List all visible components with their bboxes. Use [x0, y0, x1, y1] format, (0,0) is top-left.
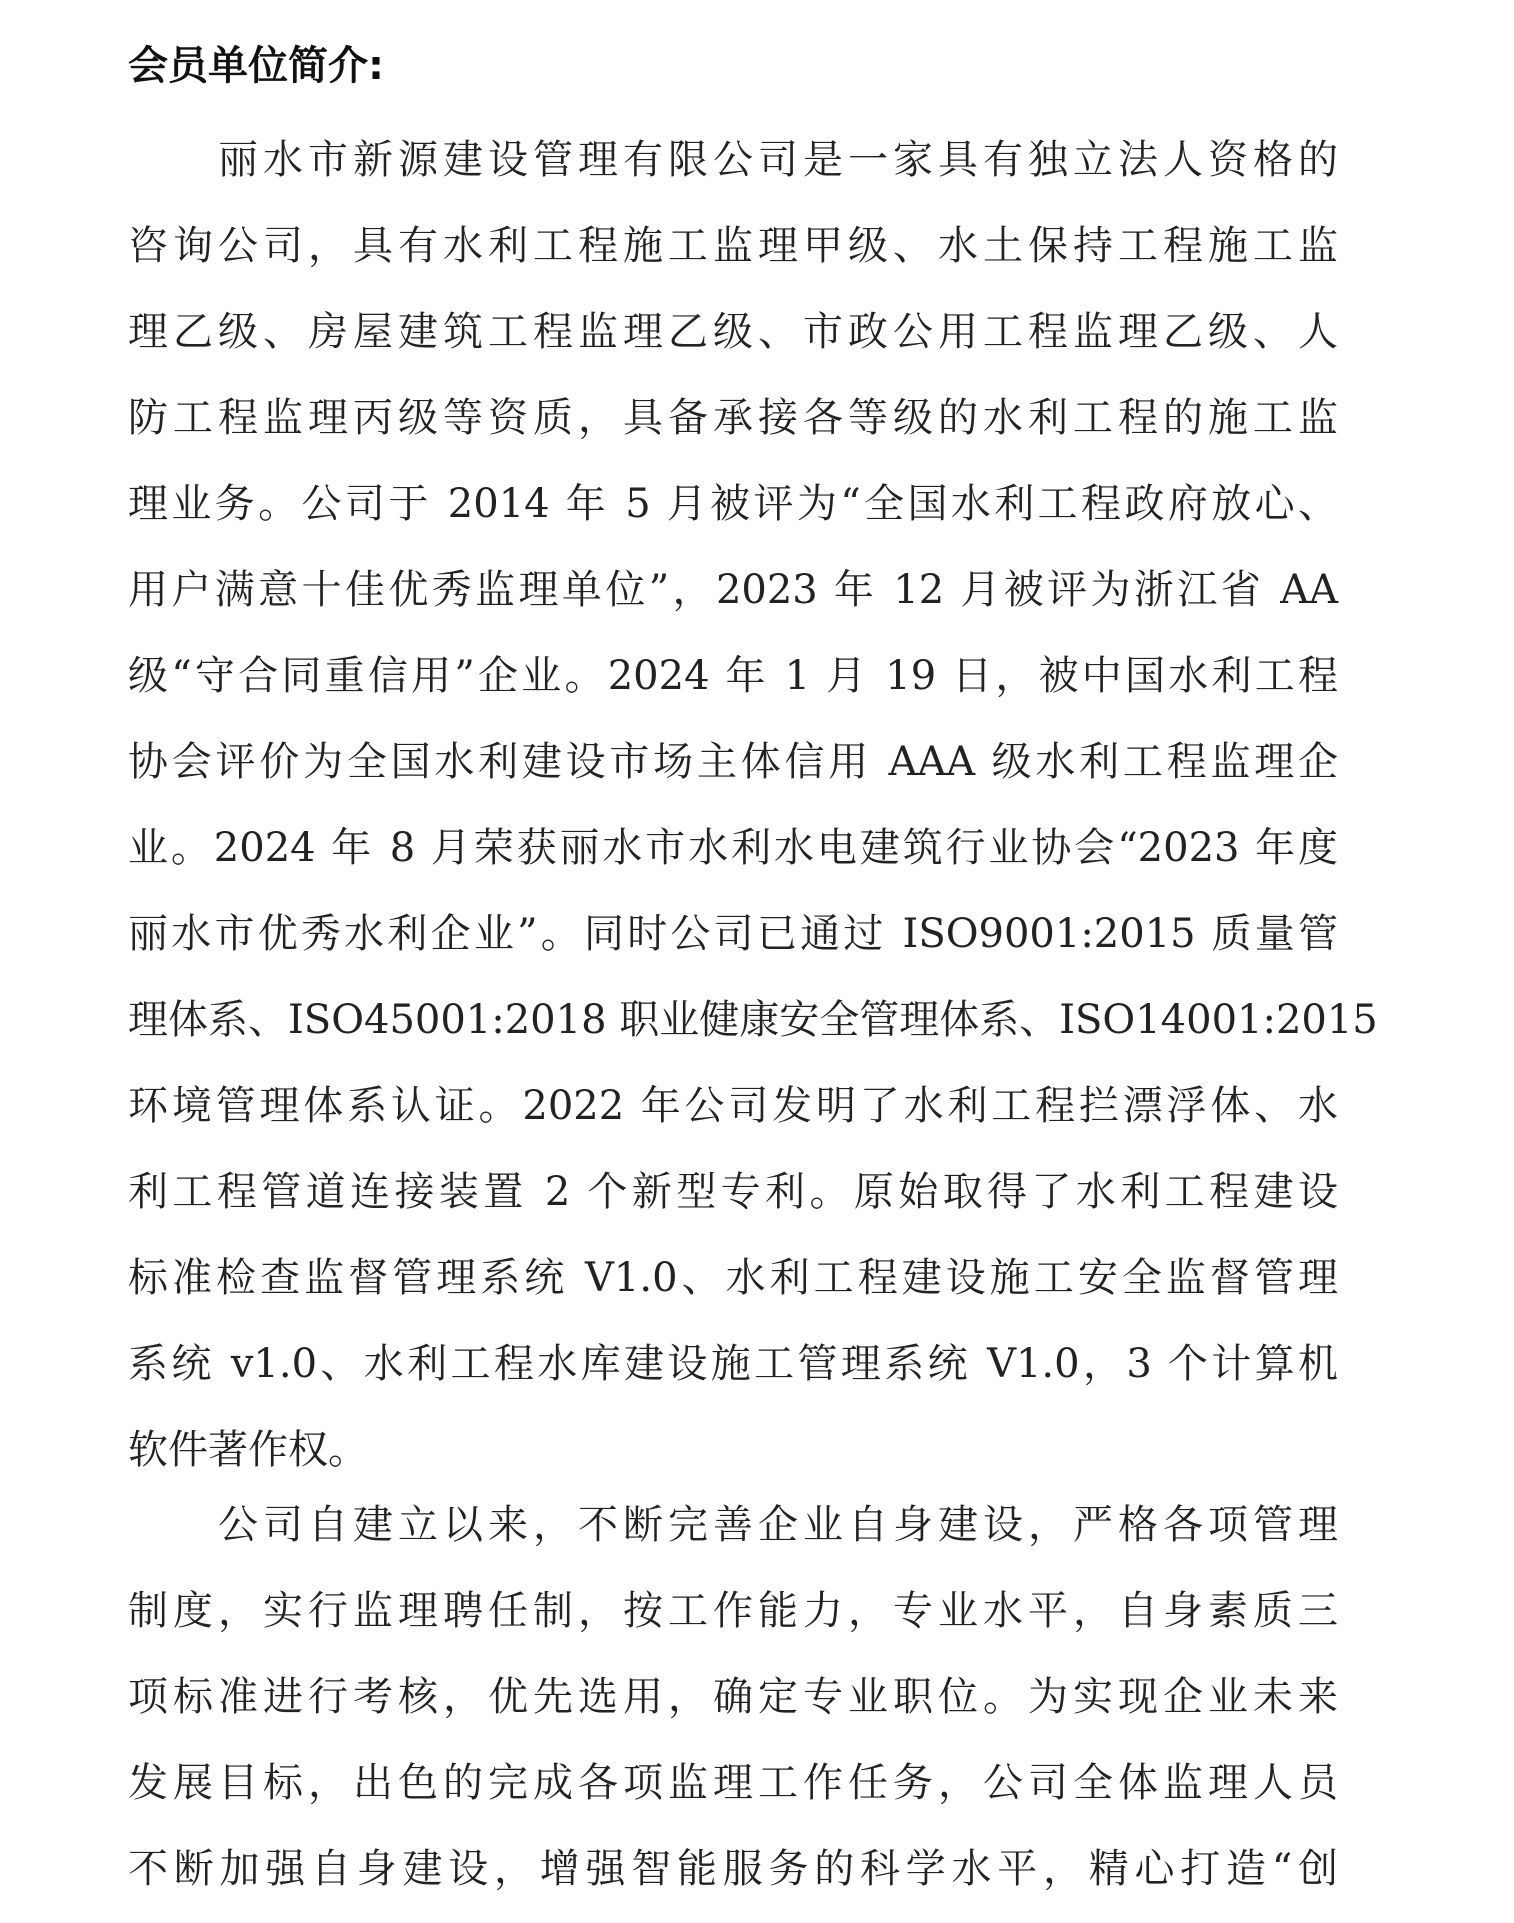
paragraph-line: 咨询公司，具有水利工程施工监理甲级、水土保持工程施工监: [128, 223, 1338, 269]
paragraph-line: 制度，实行监理聘任制，按工作能力，专业水平，自身素质三: [128, 1588, 1338, 1634]
paragraph-line: 丽水市新源建设管理有限公司是一家具有独立法人资格的: [218, 137, 1338, 183]
paragraph-line: 发展目标，出色的完成各项监理工作任务，公司全体监理人员: [128, 1760, 1338, 1806]
paragraph-line: 系统 v1.0、水利工程水库建设施工管理系统 V1.0，3 个计算机: [128, 1341, 1338, 1387]
paragraph-line: 丽水市优秀水利企业”。同时公司已通过 ISO9001:2015 质量管: [128, 911, 1338, 957]
paragraph-line: 环境管理体系认证。2022 年公司发明了水利工程拦漂浮体、水: [128, 1083, 1338, 1129]
paragraph-line: 利工程管道连接装置 2 个新型专利。原始取得了水利工程建设: [128, 1169, 1338, 1215]
paragraph-line: 防工程监理丙级等资质，具备承接各等级的水利工程的施工监: [128, 395, 1338, 441]
paragraph-line: 软件著作权。: [128, 1427, 368, 1473]
paragraph-line: 理业务。公司于 2014 年 5 月被评为“全国水利工程政府放心、: [128, 481, 1338, 527]
paragraph-line: 项标准进行考核，优先选用，确定专业职位。为实现企业未来: [128, 1674, 1338, 1720]
paragraph-line: 不断加强自身建设，增强智能服务的科学水平，精心打造“创: [128, 1846, 1338, 1892]
paragraph-line: 标准检查监督管理系统 V1.0、水利工程建设施工安全监督管理: [128, 1255, 1338, 1301]
paragraph-line: 理乙级、房屋建筑工程监理乙级、市政公用工程监理乙级、人: [128, 309, 1338, 355]
paragraph-line: 级“守合同重信用”企业。2024 年 1 月 19 日，被中国水利工程: [128, 653, 1338, 699]
paragraph-line: 业。2024 年 8 月荣获丽水市水利水电建筑行业协会“2023 年度: [128, 825, 1338, 871]
paragraph-line: 用户满意十佳优秀监理单位”，2023 年 12 月被评为浙江省 AA: [128, 567, 1338, 613]
paragraph-line: 公司自建立以来，不断完善企业自身建设，严格各项管理: [218, 1502, 1338, 1548]
paragraph-line: 理体系、ISO45001:2018 职业健康安全管理体系、ISO14001:2015: [128, 997, 1378, 1043]
paragraph-company-profile: [128, 117, 1378, 1493]
paragraph-company-management: [128, 1482, 1338, 1912]
section-heading: 会员单位简介:: [128, 43, 384, 89]
paragraph-line: 协会评价为全国水利建设市场主体信用 AAA 级水利工程监理企: [128, 739, 1338, 785]
